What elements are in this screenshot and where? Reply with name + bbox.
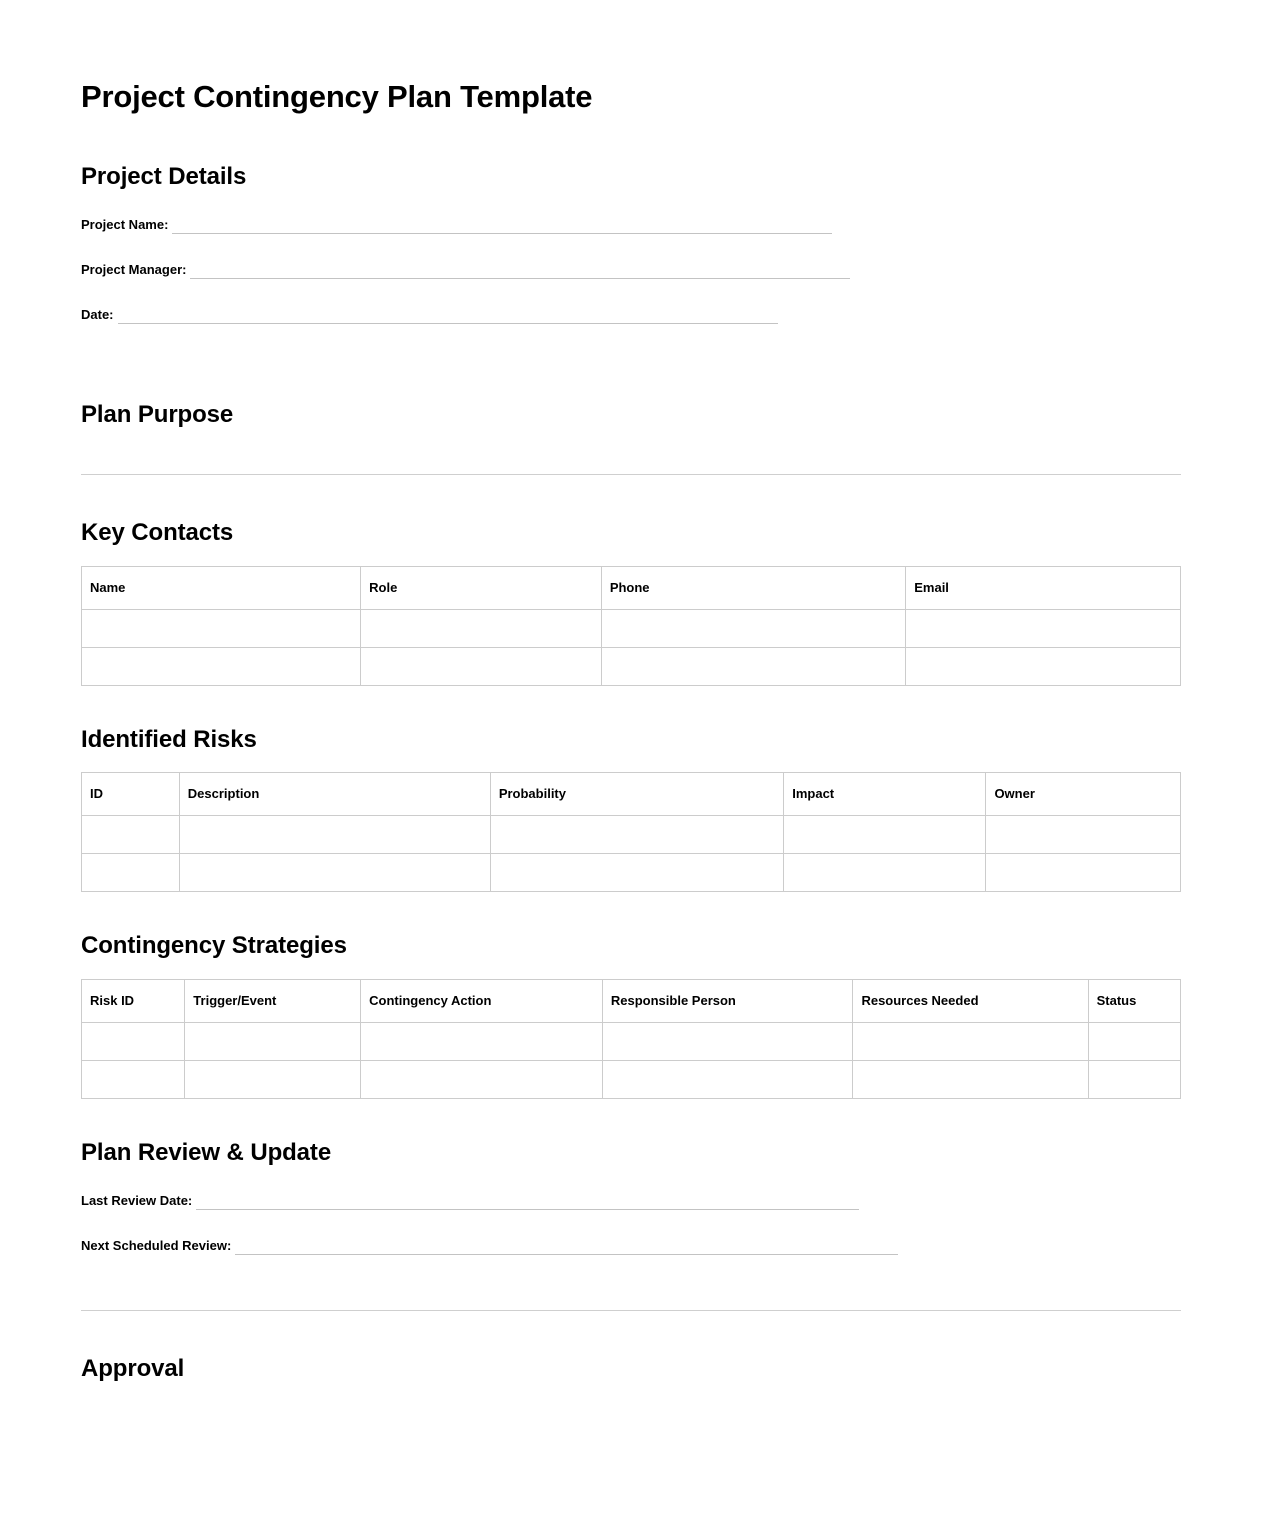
spacer — [81, 686, 1181, 726]
column-header-responsible-person: Responsible Person — [602, 980, 853, 1023]
table-header-row — [82, 566, 1181, 609]
cell-risk-id[interactable] — [82, 1023, 185, 1061]
spacer — [81, 1311, 1181, 1355]
spacer — [81, 475, 1181, 519]
table-identified-risks — [81, 772, 1181, 892]
table-key-contacts — [81, 566, 1181, 686]
section-heading-key-contacts: Key Contacts — [81, 518, 234, 546]
cell-role[interactable] — [361, 647, 602, 685]
section-heading-contingency-strategies: Contingency Strategies — [81, 932, 347, 960]
cell-phone[interactable] — [601, 647, 905, 685]
table-header-row — [82, 980, 1181, 1023]
column-header-risk-id: Risk ID — [82, 980, 185, 1023]
spacer — [81, 1276, 1181, 1310]
column-header-resources-needed: Resources Needed — [853, 980, 1088, 1023]
section-heading-approval: Approval — [81, 1354, 185, 1382]
section-identified-risks — [81, 726, 1181, 893]
cell-impact[interactable] — [784, 816, 986, 854]
cell-risk-id[interactable] — [82, 1061, 185, 1099]
field-row-project-name — [81, 210, 1181, 234]
cell-email[interactable] — [906, 647, 1181, 685]
input-next-scheduled-review[interactable] — [235, 1241, 898, 1255]
cell-description[interactable] — [179, 854, 490, 892]
section-key-contacts — [81, 519, 1181, 686]
cell-responsible-person[interactable] — [602, 1023, 853, 1061]
label-next-scheduled-review: Next Scheduled Review: — [81, 1237, 232, 1253]
table-header-row — [82, 773, 1181, 816]
column-header-trigger-event: Trigger/Event — [185, 980, 361, 1023]
cell-phone[interactable] — [601, 609, 905, 647]
section-heading-plan-review-update: Plan Review & Update — [81, 1139, 332, 1167]
section-heading-plan-purpose: Plan Purpose — [81, 400, 234, 428]
cell-resources-needed[interactable] — [853, 1061, 1088, 1099]
table-row — [82, 854, 1181, 892]
column-header-status: Status — [1088, 980, 1180, 1023]
cell-name[interactable] — [82, 609, 361, 647]
input-project-manager[interactable] — [190, 265, 850, 279]
field-row-date — [81, 300, 1181, 324]
input-project-name[interactable] — [172, 220, 832, 234]
approval-body[interactable] — [81, 1402, 1181, 1426]
section-project-details — [81, 163, 1181, 324]
cell-trigger-event[interactable] — [185, 1023, 361, 1061]
cell-resources-needed[interactable] — [853, 1023, 1088, 1061]
column-header-impact: Impact — [784, 773, 986, 816]
column-header-phone: Phone — [601, 566, 905, 609]
column-header-name: Name — [82, 566, 361, 609]
input-last-review-date[interactable] — [196, 1196, 859, 1210]
section-heading-project-details: Project Details — [81, 163, 247, 191]
cell-status[interactable] — [1088, 1023, 1180, 1061]
table-contingency-strategies — [81, 979, 1181, 1099]
section-heading-identified-risks: Identified Risks — [81, 725, 257, 753]
cell-role[interactable] — [361, 609, 602, 647]
cell-probability[interactable] — [490, 854, 783, 892]
cell-trigger-event[interactable] — [185, 1061, 361, 1099]
cell-contingency-action[interactable] — [361, 1023, 603, 1061]
label-date: Date: — [81, 306, 114, 322]
section-plan-purpose — [81, 401, 1181, 474]
plan-purpose-body[interactable] — [81, 448, 1181, 474]
cell-owner[interactable] — [986, 816, 1181, 854]
spacer — [81, 345, 1181, 401]
cell-impact[interactable] — [784, 854, 986, 892]
cell-responsible-person[interactable] — [602, 1061, 853, 1099]
column-header-probability: Probability — [490, 773, 783, 816]
table-row — [82, 1061, 1181, 1099]
spacer — [81, 1099, 1181, 1139]
cell-email[interactable] — [906, 609, 1181, 647]
cell-contingency-action[interactable] — [361, 1061, 603, 1099]
column-header-email: Email — [906, 566, 1181, 609]
label-project-manager: Project Manager: — [81, 261, 187, 277]
cell-owner[interactable] — [986, 854, 1181, 892]
cell-description[interactable] — [179, 816, 490, 854]
section-approval — [81, 1355, 1181, 1426]
column-header-role: Role — [361, 566, 602, 609]
input-date[interactable] — [118, 310, 778, 324]
table-row — [82, 1023, 1181, 1061]
section-contingency-strategies — [81, 932, 1181, 1099]
cell-probability[interactable] — [490, 816, 783, 854]
column-header-description: Description — [179, 773, 490, 816]
field-row-next-scheduled-review — [81, 1231, 1181, 1255]
field-row-project-manager — [81, 255, 1181, 279]
column-header-contingency-action: Contingency Action — [361, 980, 603, 1023]
section-plan-review-update — [81, 1139, 1181, 1255]
cell-id[interactable] — [82, 854, 180, 892]
cell-id[interactable] — [82, 816, 180, 854]
column-header-owner: Owner — [986, 773, 1181, 816]
column-header-id: ID — [82, 773, 180, 816]
table-row — [82, 647, 1181, 685]
field-row-last-review-date — [81, 1186, 1181, 1210]
cell-name[interactable] — [82, 647, 361, 685]
table-row — [82, 816, 1181, 854]
table-row — [82, 609, 1181, 647]
label-last-review-date: Last Review Date: — [81, 1192, 193, 1208]
page-title: Project Contingency Plan Template — [81, 79, 593, 114]
spacer — [81, 892, 1181, 932]
label-project-name: Project Name: — [81, 216, 169, 232]
cell-status[interactable] — [1088, 1061, 1180, 1099]
